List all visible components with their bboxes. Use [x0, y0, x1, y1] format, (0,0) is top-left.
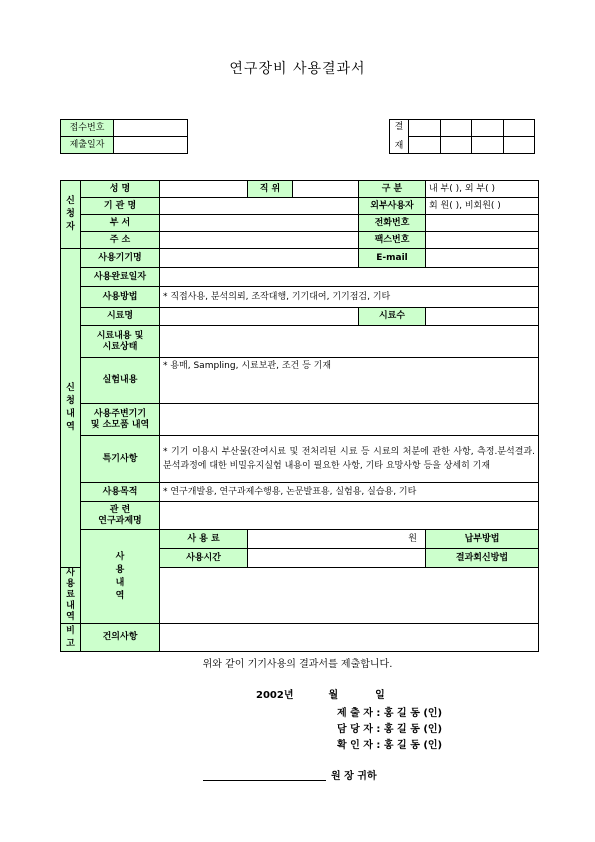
request-category: 신 청 내 역: [61, 249, 81, 568]
submit-date-field[interactable]: [114, 137, 188, 154]
purpose-label: 사용목적: [81, 483, 160, 502]
submitter-line: 제 출 자 : 홍 길 동 (인): [337, 708, 443, 719]
external-user-label: 외부사용자: [359, 198, 426, 215]
end-date-label: 사용완료일자: [81, 268, 160, 287]
page-title: 연구장비 사용결과서: [229, 61, 366, 77]
sample-count-field[interactable]: [426, 308, 539, 326]
approval-sign-cell[interactable]: [440, 137, 472, 154]
fee-field[interactable]: 원: [248, 530, 426, 549]
address-field[interactable]: [160, 232, 359, 249]
experiment-field[interactable]: * 용매, Sampling, 시료보관, 조건 등 기재: [160, 358, 539, 404]
suggestion-label: 건의사항: [81, 624, 160, 652]
position-label: 직 위: [248, 181, 293, 198]
manager-line: 담 당 자 : 홍 길 동 (인): [337, 724, 443, 735]
receipt-no-field[interactable]: [114, 120, 188, 137]
phone-label: 전화번호: [359, 215, 426, 232]
confirmer-line: 확 인 자 : 홍 길 동 (인): [337, 740, 443, 751]
equipment-label: 사용기기명: [81, 249, 160, 268]
suggestion-field[interactable]: [160, 624, 539, 652]
approval-label: 결 재: [390, 120, 409, 154]
position-field[interactable]: [293, 181, 359, 198]
address-label: 주 소: [81, 232, 160, 249]
fee-detail-label: 사용료 내역: [61, 568, 81, 624]
project-label: 관 련 연구과제명: [81, 502, 160, 530]
org-field[interactable]: [160, 198, 359, 215]
project-field[interactable]: [160, 502, 539, 530]
name-label: 성 명: [81, 181, 160, 198]
end-date-field[interactable]: [160, 268, 539, 287]
phone-field[interactable]: [426, 215, 539, 232]
division-field[interactable]: 내 부( ), 외 부( ): [426, 181, 539, 198]
payment-label: 납부방법: [426, 530, 539, 549]
submission-sentence: 위와 같이 기기사용의 결과서를 제출합니다.: [202, 659, 393, 670]
time-field[interactable]: [248, 549, 426, 568]
usage-category: 사 용 내 역: [81, 530, 160, 624]
time-label: 사용시간: [160, 549, 248, 568]
sample-count-label: 시료수: [359, 308, 426, 326]
approval-cell[interactable]: [440, 120, 472, 137]
special-field[interactable]: * 기기 이용시 부산물(잔여시료 및 전처리된 시료 등 시료의 처분에 관한 사항, 측정.분석결과.분석과정에 대한 비밀유지실험 내용이 필요한 사항, 기타 요망사항 등을 상세히 기재: [160, 436, 539, 483]
approval-cell[interactable]: [503, 120, 535, 137]
purpose-field[interactable]: * 연구개발용, 연구과제수행용, 논문발표용, 실험용, 실습용, 기타: [160, 483, 539, 502]
submit-date-label: 제출일자: [61, 137, 114, 154]
approval-sign-cell[interactable]: [409, 137, 441, 154]
sample-name-label: 시료명: [81, 308, 160, 326]
remarks-category: 비 고: [61, 624, 81, 652]
approval-cell[interactable]: [409, 120, 441, 137]
peripheral-label: 사용주변기기 및 소모품 내역: [81, 404, 160, 436]
email-label: E-mail: [359, 249, 426, 268]
method-label: 사용방법: [81, 287, 160, 308]
approval-cell[interactable]: [472, 120, 504, 137]
dept-field[interactable]: [160, 215, 359, 232]
receipt-box: [60, 119, 188, 154]
fee-detail-field[interactable]: [160, 568, 539, 624]
method-field[interactable]: * 직접사용, 분석의뢰, 조작대행, 기기대여, 기기점검, 기타: [160, 287, 539, 308]
day-label: 일: [375, 690, 385, 701]
division-label: 구 분: [359, 181, 426, 198]
month-label: 월: [328, 690, 339, 701]
approval-sign-cell[interactable]: [503, 137, 535, 154]
fax-label: 팩스번호: [359, 232, 426, 249]
reply-label: 결과회신방법: [426, 549, 539, 568]
main-form-table: [60, 180, 539, 652]
external-user-field[interactable]: 회 원( ), 비회원( ): [426, 198, 539, 215]
special-label: 특기사항: [81, 436, 160, 483]
receipt-no-label: 접수번호: [61, 120, 114, 137]
date-line: [256, 686, 385, 701]
org-label: 기 관 명: [81, 198, 160, 215]
dept-label: 부 서: [81, 215, 160, 232]
sample-name-field[interactable]: [160, 308, 359, 326]
applicant-category: 신 청 자: [61, 181, 81, 249]
addressee-blank-line[interactable]: [203, 780, 326, 781]
sample-content-field[interactable]: [160, 326, 539, 358]
peripheral-field[interactable]: [160, 404, 539, 436]
addressee: 원 장 귀하: [331, 771, 377, 782]
name-field[interactable]: [160, 181, 248, 198]
approval-sign-cell[interactable]: [472, 137, 504, 154]
fax-field[interactable]: [426, 232, 539, 249]
fee-label: 사 용 료: [160, 530, 248, 549]
approval-box: [389, 119, 535, 154]
sample-content-label: 시료내용 및 시료상태: [81, 326, 160, 358]
email-field[interactable]: [426, 249, 539, 268]
year: 2002년: [256, 690, 294, 701]
equipment-field[interactable]: [160, 249, 359, 268]
experiment-label: 실험내용: [81, 358, 160, 404]
